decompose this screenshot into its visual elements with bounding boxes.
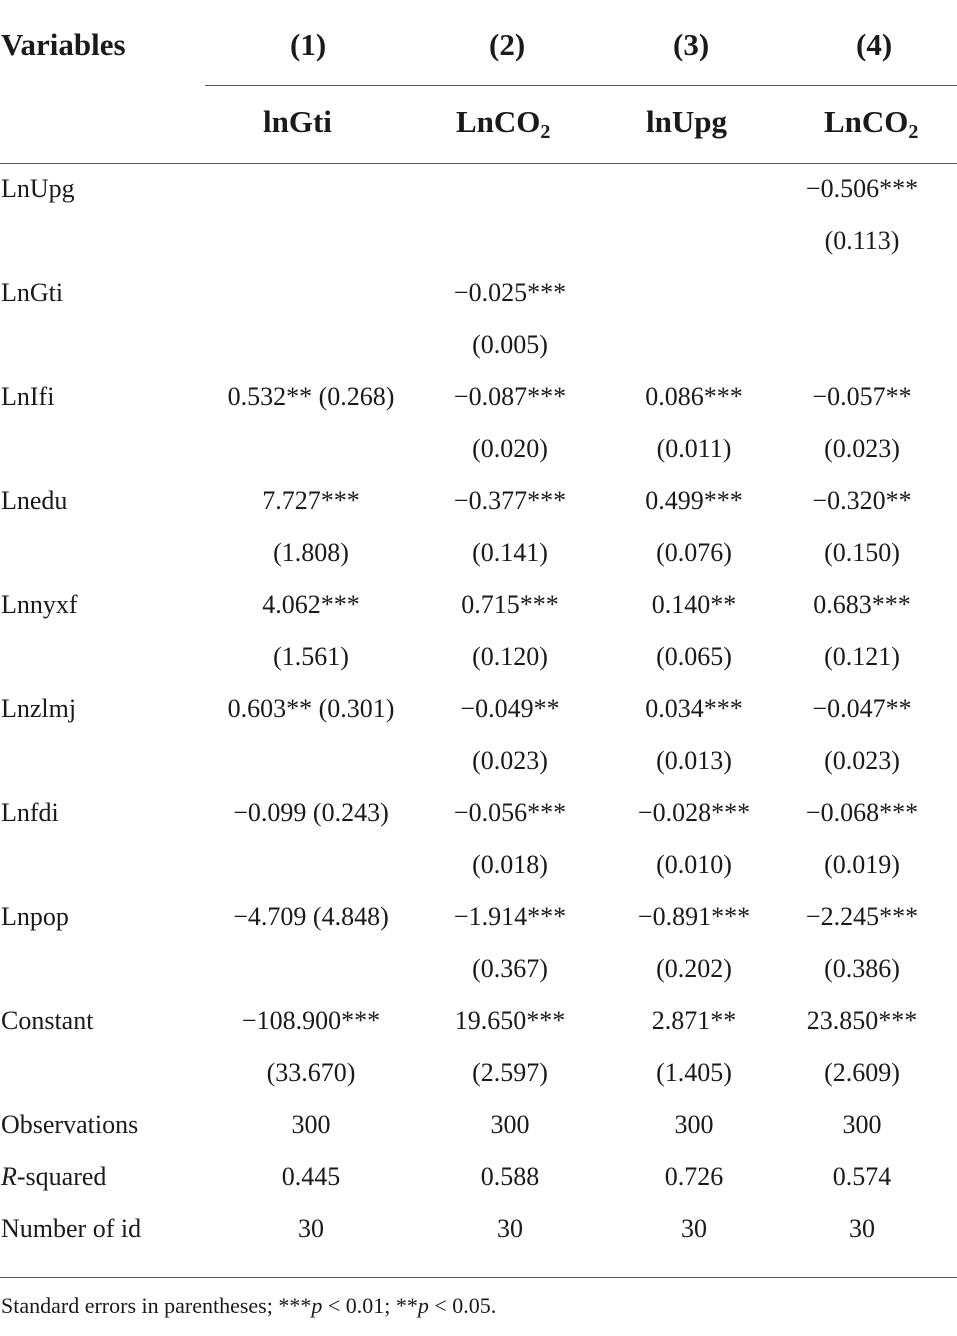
footnote-p1: p <box>311 1293 323 1318</box>
footnote-p2: p <box>417 1293 429 1318</box>
std-error-cell: (0.065) <box>656 642 732 671</box>
coefficient-cell: −0.049** <box>460 694 560 723</box>
stat-label <box>1 1108 138 1142</box>
coefficient-cell: 0.603** (0.301) <box>227 694 395 723</box>
coefficient-cell: −0.057** <box>812 382 912 411</box>
std-error-cell: (0.113) <box>824 226 900 255</box>
header-col-3-number: (3) <box>673 27 710 62</box>
stat-value-cell: 300 <box>674 1110 714 1139</box>
std-error-cell: (1.808) <box>273 538 349 567</box>
std-error-cell: (0.019) <box>824 850 900 879</box>
header-col-4-name-sub: 2 <box>908 121 919 143</box>
row-label: Lnfdi <box>1 798 59 827</box>
coefficient-cell: 0.715*** <box>461 590 559 619</box>
stat-label-italic: R <box>1 1162 17 1191</box>
header-bottom-rule <box>0 163 957 164</box>
stat-label-text: Number of id <box>1 1214 142 1243</box>
row-label: LnUpg <box>1 174 75 203</box>
header-variables: Variables <box>1 27 126 62</box>
header-col-1-number: (1) <box>290 27 327 62</box>
stat-value-cell: 0.726 <box>664 1162 724 1191</box>
coefficient-cell: −0.047** <box>812 694 912 723</box>
header-col-2-name <box>456 102 550 142</box>
row-label: Lnpop <box>1 902 69 931</box>
header-col-2-name-base: LnCO <box>456 104 541 139</box>
coefficient-cell: −0.068*** <box>805 798 919 827</box>
stat-label <box>1 1160 106 1194</box>
std-error-cell: (0.386) <box>824 954 900 983</box>
stat-value-cell: 30 <box>298 1214 324 1243</box>
coefficient-cell: 0.499*** <box>645 486 743 515</box>
stat-label-text: Observations <box>1 1110 139 1139</box>
std-error-cell: (2.609) <box>824 1058 900 1087</box>
stat-value-cell: 30 <box>849 1214 875 1243</box>
header-col-4-name <box>824 102 918 142</box>
std-error-cell: (0.120) <box>472 642 548 671</box>
std-error-cell: (0.202) <box>656 954 732 983</box>
stat-value-cell: 30 <box>497 1214 523 1243</box>
coefficient-cell: 0.683*** <box>813 590 911 619</box>
std-error-cell: (0.023) <box>472 746 548 775</box>
std-error-cell: (33.670) <box>266 1058 356 1087</box>
coefficient-cell: −108.900*** <box>241 1006 381 1035</box>
header-subrule <box>205 85 957 86</box>
coefficient-cell: −2.245*** <box>805 902 919 931</box>
header-col-1-name-base: lnGti <box>263 104 332 139</box>
std-error-cell: (1.561) <box>273 642 349 671</box>
std-error-cell: (1.405) <box>656 1058 732 1087</box>
coefficient-cell: −0.377*** <box>453 486 567 515</box>
std-error-cell: (0.023) <box>824 434 900 463</box>
header-col-4-name-base: LnCO <box>824 104 909 139</box>
std-error-cell: (0.011) <box>656 434 732 463</box>
footnote-part1: Standard errors in parentheses; *** <box>1 1293 312 1318</box>
std-error-cell: (0.010) <box>656 850 732 879</box>
header-col-1-name <box>263 102 332 142</box>
row-label: LnIfi <box>1 382 55 411</box>
coefficient-cell: −1.914*** <box>453 902 567 931</box>
coefficient-cell: −0.087*** <box>453 382 567 411</box>
std-error-cell: (0.013) <box>656 746 732 775</box>
std-error-cell: (0.018) <box>472 850 548 879</box>
coefficient-cell: −0.099 (0.243) <box>233 798 389 827</box>
stat-label-text: -squared <box>16 1162 107 1191</box>
row-label: Lnzlmj <box>1 694 77 723</box>
std-error-cell: (0.150) <box>824 538 900 567</box>
coefficient-cell: 2.871** <box>651 1006 737 1035</box>
header-col-3-name-base: lnUpg <box>646 104 727 139</box>
coefficient-cell: −0.028*** <box>637 798 751 827</box>
bottom-rule <box>0 1277 957 1278</box>
coefficient-cell: 0.034*** <box>645 694 743 723</box>
std-error-cell: (0.023) <box>824 746 900 775</box>
coefficient-cell: 0.086*** <box>645 382 743 411</box>
coefficient-cell: 4.062*** <box>262 590 360 619</box>
coefficient-cell: −0.320** <box>812 486 912 515</box>
stat-value-cell: 30 <box>681 1214 707 1243</box>
row-label: Constant <box>1 1006 94 1035</box>
header-col-4-number: (4) <box>856 27 893 62</box>
footnote <box>1 1291 496 1321</box>
stat-value-cell: 0.588 <box>480 1162 540 1191</box>
footnote-part2: < 0.01; ** <box>322 1293 418 1318</box>
stat-value-cell: 0.574 <box>832 1162 892 1191</box>
std-error-cell: (0.367) <box>472 954 548 983</box>
stat-value-cell: 0.445 <box>281 1162 341 1191</box>
std-error-cell: (0.141) <box>472 538 548 567</box>
std-error-cell: (0.121) <box>824 642 900 671</box>
std-error-cell: (0.076) <box>656 538 732 567</box>
row-label: Lnedu <box>1 486 68 515</box>
row-label: LnGti <box>1 278 64 307</box>
header-col-3-name <box>646 102 727 142</box>
coefficient-cell: 0.532** (0.268) <box>227 382 395 411</box>
coefficient-cell: 7.727*** <box>262 486 360 515</box>
stat-label <box>1 1212 141 1246</box>
header-col-2-name-sub: 2 <box>540 121 551 143</box>
std-error-cell: (2.597) <box>472 1058 548 1087</box>
coefficient-cell: −0.056*** <box>453 798 567 827</box>
coefficient-cell: −0.891*** <box>637 902 751 931</box>
coefficient-cell: 23.850*** <box>806 1006 918 1035</box>
header-col-2-number: (2) <box>489 27 526 62</box>
coefficient-cell: −4.709 (4.848) <box>233 902 389 931</box>
row-label: Lnnyxf <box>1 590 78 619</box>
coefficient-cell: −0.506*** <box>805 174 919 203</box>
stat-value-cell: 300 <box>291 1110 331 1139</box>
stat-value-cell: 300 <box>842 1110 882 1139</box>
stat-value-cell: 300 <box>490 1110 530 1139</box>
coefficient-cell: −0.025*** <box>453 278 567 307</box>
coefficient-cell: 19.650*** <box>454 1006 566 1035</box>
coefficient-cell: 0.140** <box>651 590 737 619</box>
std-error-cell: (0.005) <box>472 330 548 359</box>
footnote-part3: < 0.05. <box>428 1293 497 1318</box>
std-error-cell: (0.020) <box>472 434 548 463</box>
